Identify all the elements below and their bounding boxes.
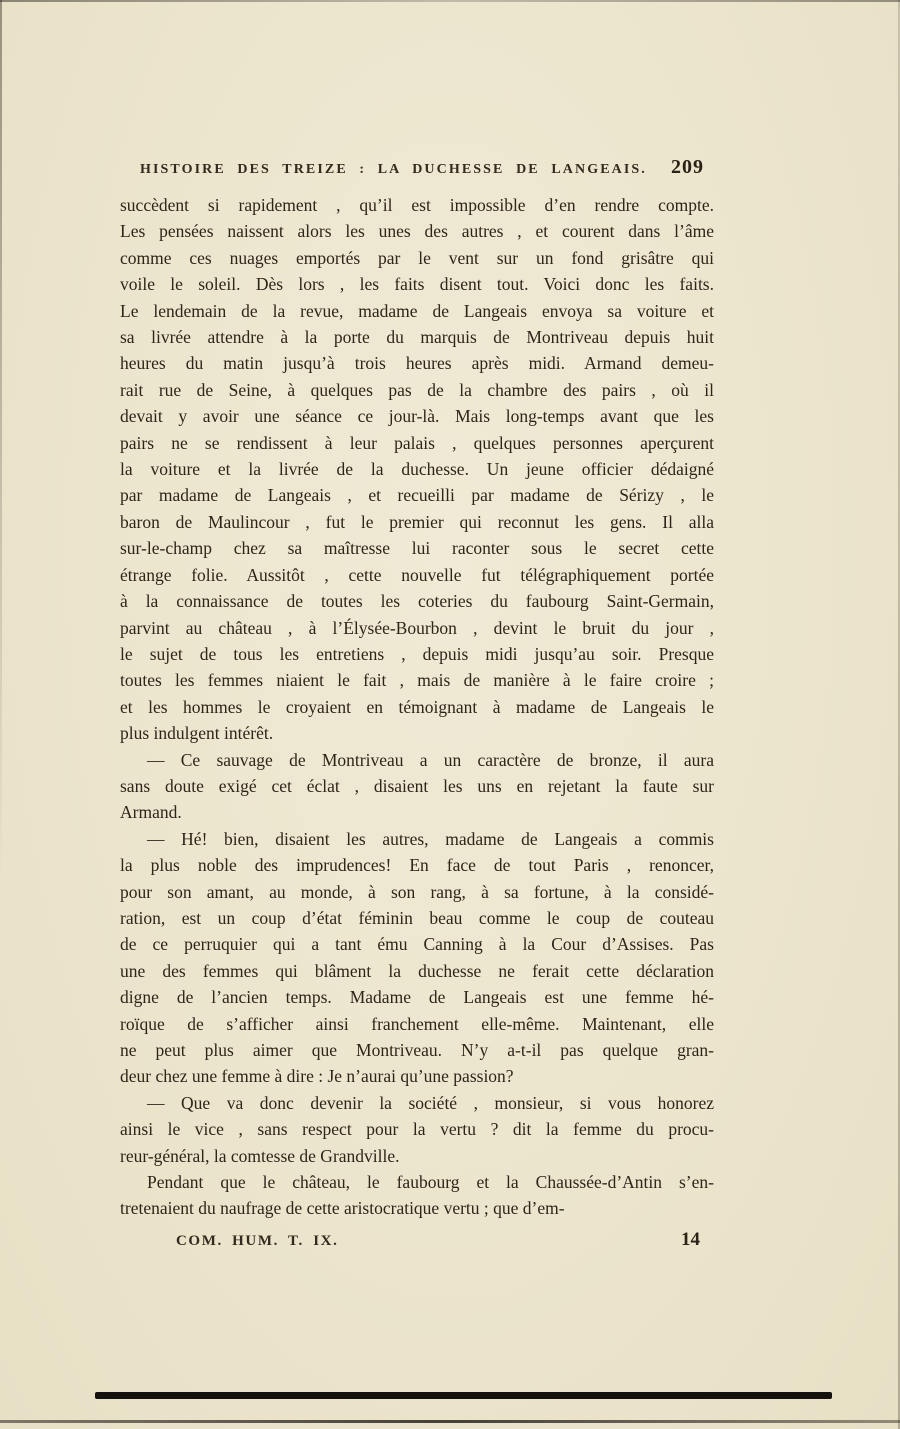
text-line: Le lendemain de la revue, madame de Langeais envoya sa voiture et [120,300,714,321]
printed-page [120,156,714,1251]
text-line: la plus noble des imprudences! En face de tout Paris , renoncer, [120,855,714,876]
text-line: baron de Maulincour , fut le premier qui reconnut les gens. Il alla [120,511,714,532]
text-line: à la connaissance de toutes les coteries du faubourg Saint-Germain, [120,591,714,612]
page-number: 209 [671,156,704,178]
text-line: par madame de Langeais , et recueilli par madame de Sérizy , le [120,485,714,506]
text-line: voile le soleil. Dès lors , les faits disent tout. Voici donc les faits. [120,274,714,295]
page-footer [120,1229,714,1251]
text-line: étrange folie. Aussitôt , cette nouvelle fut télégraphiquement portée [120,564,714,585]
scan-edge-bottom-bar [95,1392,832,1399]
text-block [120,192,714,1222]
text-line: ration, est un coup d’état féminin beau comme le coup de couteau [120,907,714,928]
text-line: une des femmes qui blâment la duchesse ne ferait cette déclaration [120,960,714,981]
running-title: HISTOIRE DES TREIZE : LA DUCHESSE DE LANGEAIS. [140,162,647,177]
text-line: la voiture et la livrée de la duchesse. Un jeune officier dédaigné [120,459,714,480]
paragraph [120,1169,714,1222]
text-line: — Hé! bien, disaient les autres, madame de Langeais a commis [147,828,714,849]
text-line: sans doute exigé cet éclat , disaient les uns en rejetant la faute sur [120,775,714,796]
text-line: — Ce sauvage de Montriveau a un caractère de bronze, il aura [147,749,714,770]
text-line: — Que va donc devenir la société , monsieur, si vous honorez [147,1092,714,1113]
text-line: toutes les femmes niaient le fait , mais de manière à le faire croire ; [120,670,714,691]
scan-edge-left [0,0,2,886]
text-line: roïque de s’afficher ainsi franchement elle-même. Maintenant, elle [120,1013,714,1034]
text-line: Armand. [120,802,182,823]
text-line: devait y avoir une séance ce jour-là. Mais long-temps avant que les [120,406,714,427]
text-line: le sujet de tous les entretiens , depuis midi jusqu’au soir. Presque [120,643,714,664]
paragraph [120,826,714,1090]
text-line: sur-le-champ chez sa maîtresse lui raconter sous le secret cette [120,538,714,559]
text-line: reur-général, la comtesse de Grandville. [120,1145,400,1166]
page-header [120,156,714,179]
text-line: pairs ne se rendissent à leur palais , quelques personnes aperçurent [120,432,714,453]
text-line: de ce perruquier qui a tant ému Canning à la Cour d’Assises. Pas [120,934,714,955]
paragraph [120,1090,714,1169]
text-line: sa livrée attendre à la porte du marquis de Montriveau depuis huit [120,327,714,348]
text-line: deur chez une femme à dire : Je n’aurai qu’une passion? [120,1066,514,1087]
text-line: digne de l’ancien temps. Madame de Langeais est une femme hé- [120,987,714,1008]
text-line: comme ces nuages emportés par le vent sur un fond grisâtre qui [120,247,714,268]
text-line: Pendant que le château, le faubourg et la Chaussée-d’Antin s’en- [147,1172,714,1193]
sheet-number: 14 [681,1228,700,1250]
text-line: ne peut plus aimer que Montriveau. N’y a-t-il pas quelque gran- [120,1040,714,1060]
text-line: tretenaient du naufrage de cette aristocratique vertu ; que d’em- [120,1198,565,1219]
scan-edge-top [0,0,900,2]
text-line: heures du matin jusqu’à trois heures après midi. Armand demeu- [120,353,714,374]
paragraph [120,747,714,826]
text-line: ainsi le vice , sans respect pour la vertu ? dit la femme du procu- [120,1119,714,1140]
signature-mark: COM. HUM. T. IX. [176,1232,339,1249]
text-line: plus indulgent intérêt. [120,723,274,744]
text-line: et les hommes le croyaient en témoignant à madame de Langeais le [120,696,714,717]
scan-edge-bottom-line [0,1420,900,1423]
text-line: Les pensées naissent alors les unes des autres , et courent dans l’âme [120,221,714,242]
paragraph [120,192,714,747]
text-line: pour son amant, au monde, à son rang, à sa fortune, à la considé- [120,881,714,902]
text-line: parvint au château , à l’Élysée-Bourbon , devint le bruit du jour , [120,617,714,638]
text-line: succèdent si rapidement , qu’il est impossible d’en rendre compte. [120,195,714,215]
text-line: rait rue de Seine, à quelques pas de la chambre des pairs , où il [120,379,714,400]
